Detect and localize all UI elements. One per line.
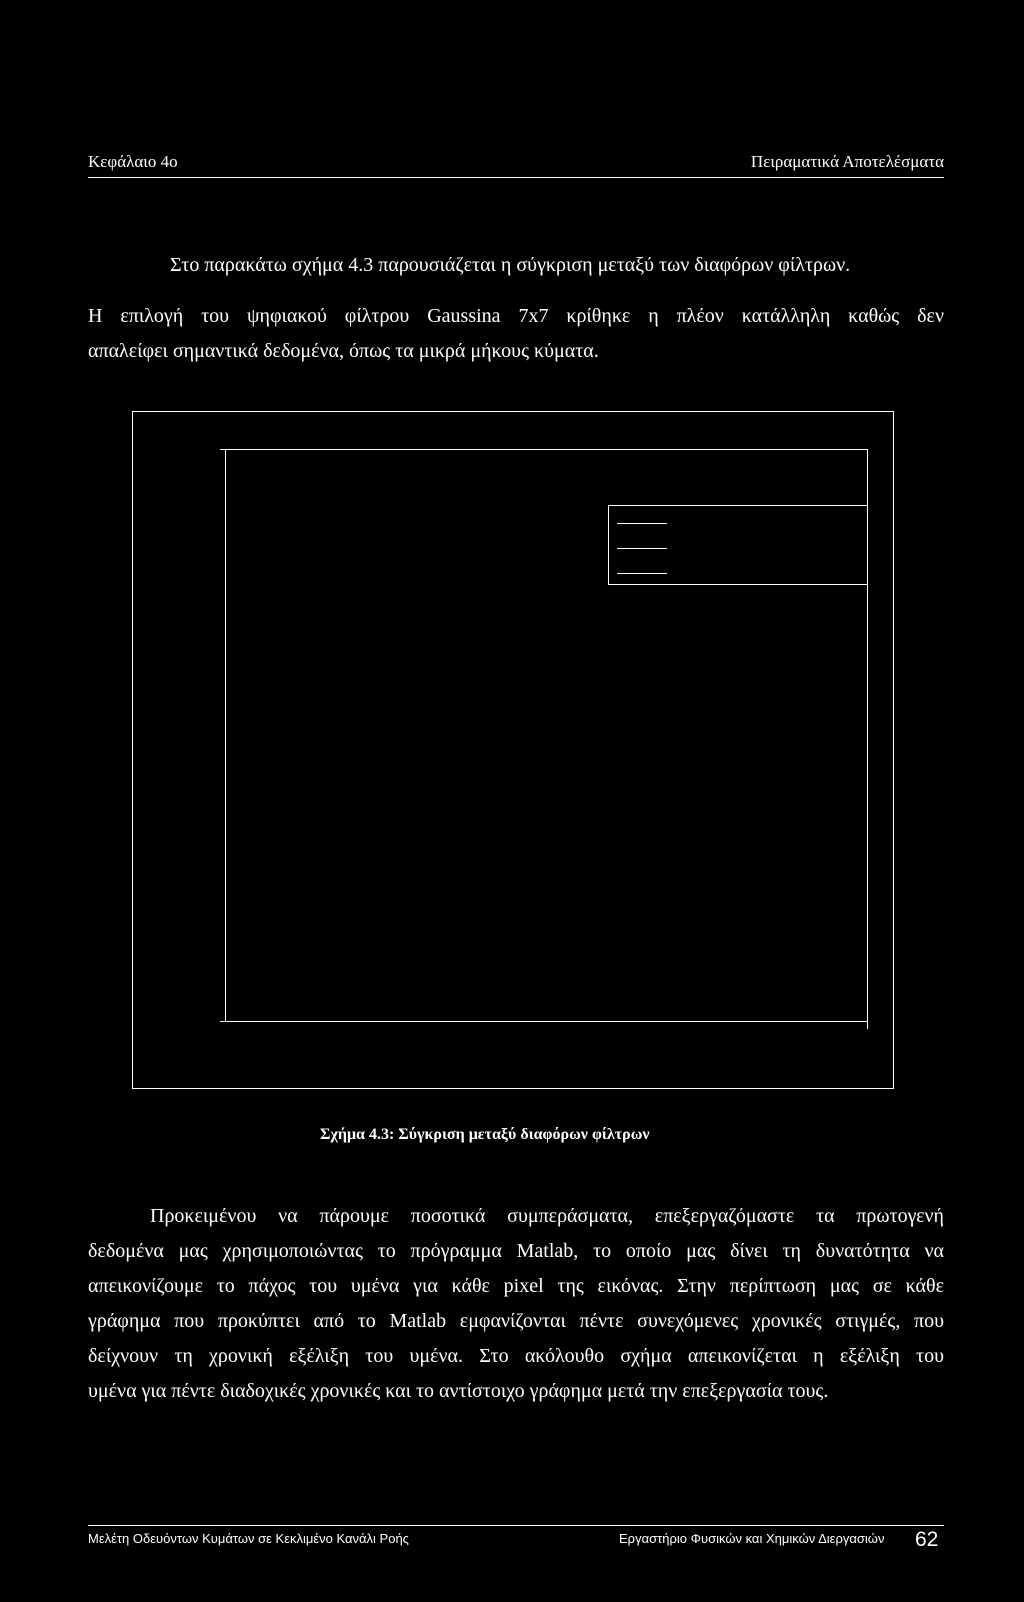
header-chapter: Κεφάλαιο 4ο [88, 152, 178, 171]
legend-line-1 [617, 523, 667, 524]
page-number: 62 [915, 1528, 939, 1551]
intro-paragraph [88, 299, 944, 369]
body-line-5: δείχνουν τη χρονική εξέλιξη του υμένα. Στο ακόλουθο σχήμα απεικονίζεται η εξέλιξη του [88, 1345, 944, 1367]
body-line-4: γράφημα που προκύπτει από το Matlab εμφανίζονται πέντε συνεχόμενες χρονικές στιγμές, που [88, 1310, 944, 1332]
body-line-2: δεδομένα μας χρησιμοποιώντας το πρόγραμμα Matlab, το οποίο μας δίνει τη δυνατότητα να [88, 1240, 944, 1262]
header-divider [88, 177, 944, 178]
intro-line-3: απαλείφει σημαντικά δεδομένα, όπως τα μικρά μήκους κύματα. [88, 340, 599, 362]
footer-title: Μελέτη Οδευόντων Κυμάτων σε Κεκλιμένο Κανάλι Ροής [88, 1531, 409, 1546]
axis-tick-bottom-left [220, 1021, 226, 1022]
legend-line-2 [617, 548, 667, 549]
footer-lab: Εργαστήριο Φυσικών και Χημικών Διεργασιών [619, 1531, 885, 1546]
footer-divider [88, 1525, 944, 1526]
plot-legend [608, 505, 868, 585]
axis-tick-right-top [867, 449, 868, 455]
legend-line-3 [617, 573, 667, 574]
intro-line-2: Η επιλογή του ψηφιακού φίλτρου Gaussina 7x7 κρίθηκε η πλέον κατάλληλη καθώς δεν [88, 305, 944, 327]
body-line-3: απεικονίζουμε το πάχος του υμένα για κάθε pixel της εικόνας. Στην περίπτωση μας σε κάθε [88, 1275, 944, 1297]
body-line-6: υμένα για πέντε διαδοχικές χρονικές και το αντίστοιχο γράφημα μετά την επεξεργασία τους. [88, 1380, 829, 1402]
axis-tick-right-bottom [867, 1021, 868, 1029]
intro-line-1: Στο παρακάτω σχήμα 4.3 παρουσιάζεται η σύγκριση μεταξύ των διαφόρων φίλτρων. [170, 254, 851, 276]
axis-tick-top-left [220, 449, 226, 450]
body-line-1: Προκειμένου να πάρουμε ποσοτικά συμπεράσματα, επεξεργαζόμαστε τα πρωτογενή [150, 1205, 944, 1227]
figure-caption: Σχήμα 4.3: Σύγκριση μεταξύ διαφόρων φίλτρων [320, 1126, 650, 1143]
body-paragraph [88, 1234, 944, 1409]
header-section: Πειραματικά Αποτελέσματα [750, 152, 944, 171]
